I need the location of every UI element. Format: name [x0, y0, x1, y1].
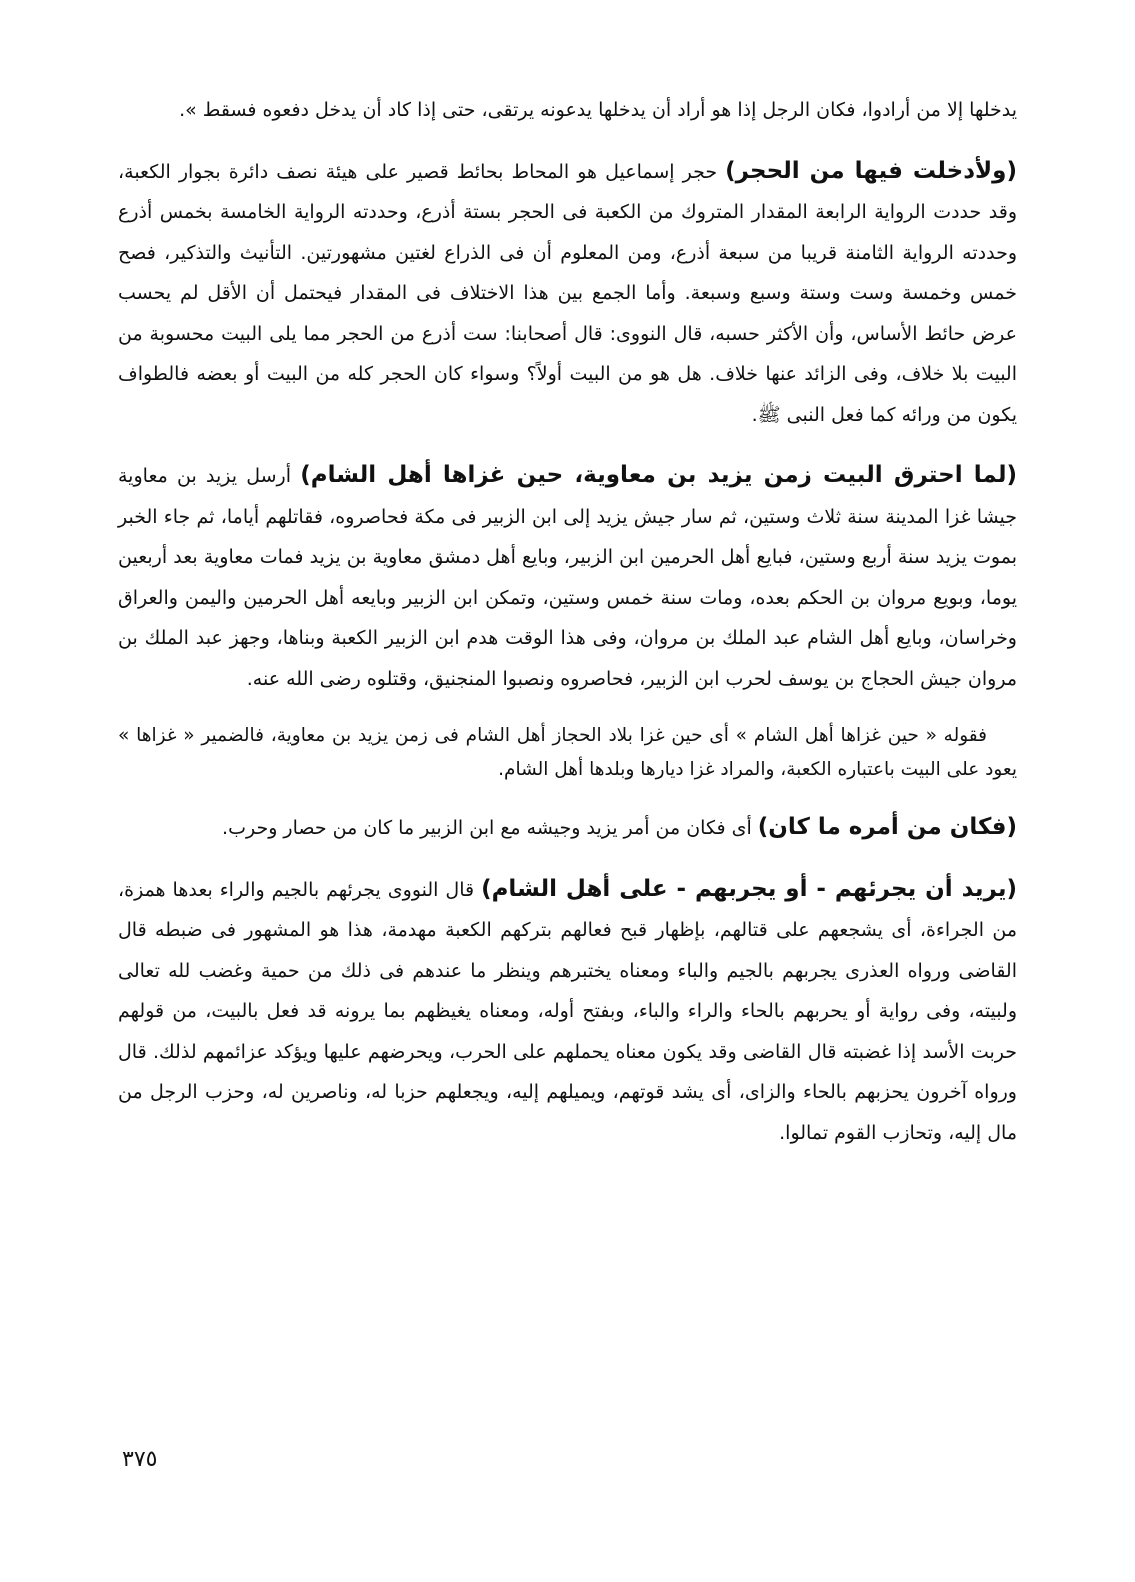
page-body — [118, 90, 1017, 1153]
paragraph-text: أى فكان من أمر يزيد وجيشه مع ابن الزبير ما كان من حصار وحرب. — [222, 817, 758, 839]
paragraph-commentary — [118, 719, 1017, 787]
lemma-heading: (يريد أن يجرئهم - أو يجربهم - على أهل الشام) — [481, 875, 1017, 902]
paragraph-text: قال النووى يجرئهم بالجيم والراء بعدها همزة، من الجراءة، أى يشجعهم على قتالهم، بإظهار قبح فعالهم بتركهم الكعبة مهدمة، هذا هو المشهور فى ضبطه قال القاضى ورواه العذرى يجربهم بالجيم والباء ومعناه يختبرهم وينظر ما عندهم فى ذلك من حمية وغضب لله تعالى ولبيته، وفى رواية أو يحربهم بالحاء والراء والباء، وبفتح أوله، ومعناه يغيظهم بما يرونه قد فعل بالبيت، من قولهم حربت الأسد إذا غضبته قال القاضى وقد يكون معناه يحملهم على الحرب، ويحرضهم عليها ويؤكد عزائمهم لذلك. قال ورواه آخرون يحزبهم بالحاء والزاى، أى يشد قوتهم، ويميلهم إليه، ويجعلهم حزبا له، وناصرين له، وحزب الرجل من مال إليه، وتحازب القوم تمالوا. — [118, 878, 1017, 1144]
paragraph-continuation — [118, 90, 1017, 131]
paragraph-burning — [118, 455, 1017, 699]
lemma-heading: (فكان من أمره ما كان) — [757, 814, 1017, 840]
paragraph-text: أرسل يزيد بن معاوية جيشا غزا المدينة سنة ثلاث وستين، ثم سار جيش يزيد إلى ابن الزبير فى مكة فحاصروه، فقاتلهم أياما، ثم جاء الخبر بموت يزيد سنة أربع وستين، فبايع أهل الحرمين ابن الزبير، وبايع أهل دمشق معاوية بن يزيد فمات معاوية بعد أربعين يوما، وبويع مروان بن الحكم بعده، ومات سنة خمس وستين، وتمكن ابن الزبير وبايعه أهل الحرمين واليمن والعراق وخراسان، وبايع أهل الشام عبد الملك بن مروان، وفى هذا الوقت هدم ابن الزبير الكعبة وبناها، وجهز عبد الملك بن مروان جيش الحجاج بن يوسف لحرب ابن الزبير، فحاصروه ونصبوا المنجنيق، وقتلوه رضى الله عنه. — [118, 465, 1017, 690]
paragraph-text: يدخلها إلا من أرادوا، فكان الرجل إذا هو أراد أن يدخلها يدعونه يرتقى، حتى إذا كاد أن يدخل دفعوه فسقط ». — [179, 99, 1017, 121]
lemma-heading: (ولأدخلت فيها من الحجر) — [725, 157, 1017, 184]
paragraph-hijr — [118, 151, 1017, 436]
paragraph-affair — [118, 807, 1017, 849]
paragraph-text: حجر إسماعيل هو المحاط بحائط قصير على هيئة نصف دائرة بجوار الكعبة، وقد حددت الرواية الرابعة المقدار المتروك من الكعبة فى الحجر بستة أذرع، وحددته الرواية الخامسة بخمس أذرع وحددته الرواية الثامنة قريبا من سبعة أذرع، ومن المعلوم أن فى الذراع لغتين مشهورتين. التأنيث والتذكير، فصح خمس وخمسة وست وستة وسبع وسبعة. وأما الجمع بين هذا الاختلاف فى المقدار فيحتمل أن الأقل لم يحسب عرض حائط الأساس، وأن الأكثر حسبه، قال النووى: قال أصحابنا: ست أذرع من الحجر مما يلى البيت محسوبة من البيت بلا خلاف، وفى الزائد عنها خلاف. هل هو من البيت أولاً؟ وسواء كان الحجر كله من البيت أو بعضه فالطواف يكون من ورائه كما فعل النبى ﷺ. — [118, 160, 1017, 426]
lemma-heading: (لما احترق البيت زمن يزيد بن معاوية، حين غزاها أهل الشام) — [300, 462, 1017, 488]
paragraph-yujarri — [118, 869, 1017, 1154]
page-number: ٣٧٥ — [122, 1447, 158, 1472]
paragraph-text: فقوله « حين غزاها أهل الشام » أى حين غزا بلاد الحجاز أهل الشام فى زمن يزيد بن معاوية، فالضمير « غزاها » يعود على البيت باعتباره الكعبة، والمراد غزا ديارها وبلدها أهل الشام. — [118, 725, 1017, 780]
